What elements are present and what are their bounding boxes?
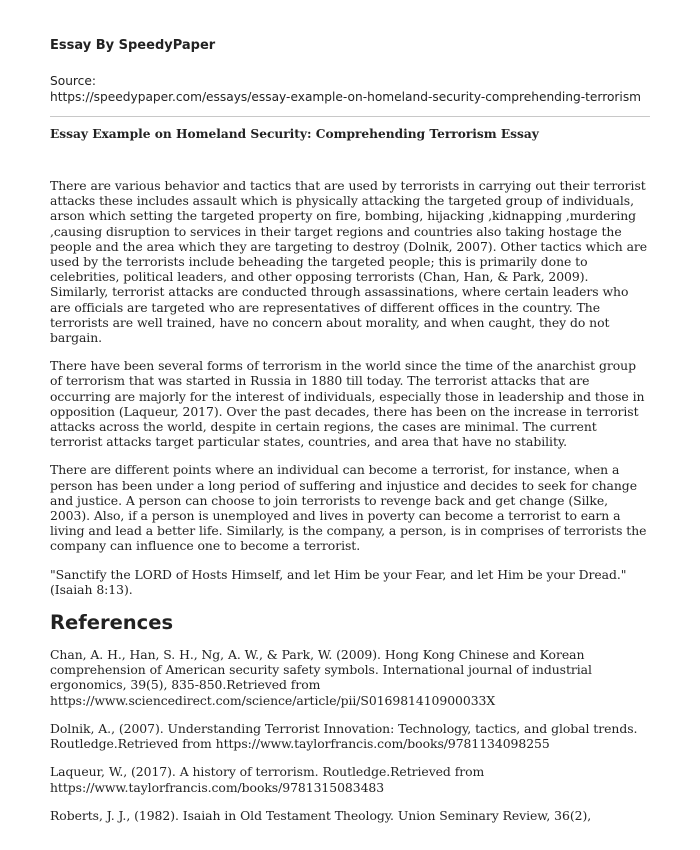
reference-item: Dolnik, A., (2007). Understanding Terrorist Innovation: Technology, tactics, and global trends. Routledge.Retrieved from https://www.taylorfrancis.com/books/9781134098255 [50, 720, 638, 752]
site-title: Essay By SpeedyPaper [50, 38, 216, 53]
quote-paragraph: "Sanctify the LORD of Hosts Himself, and let Him be your Fear, and let Him be your Dread."(Isaiah 8:13). [50, 566, 627, 597]
essay-title: Essay Example on Homeland Security: Comprehending Terrorism Essay [50, 127, 539, 141]
reference-item: Laqueur, W., (2017). A history of terrorism. Routledge.Retrieved from https://www.taylorfrancis.com/books/9781315083483 [50, 764, 485, 795]
header-divider [50, 116, 650, 117]
reference-item: Roberts, J. J., (1982). Isaiah in Old Testament Theology. Union Seminary Review, 36(2), [50, 807, 592, 823]
reference-item: Chan, A. H., Han, S. H., Ng, A. W., & Park, W. (2009). Hong Kong Chinese and Korean comprehension of American security safety symbols. International journal of industrial ergonomics, 39(5), 835-850.Retrieved from https://www.sciencedirect.com/science/article/pii/S016981410900033X [50, 647, 592, 708]
document-page [50, 38, 650, 836]
source-url[interactable]: https://speedypaper.com/essays/essay-example-on-homeland-security-comprehending-terrorism [50, 90, 642, 104]
essay-body [50, 178, 650, 597]
paragraph: There have been several forms of terrorism in the world since the time of the anarchist group of terrorism that was started in Russia in 1880 till today. The terrorist attacks that are occurring are majorly for the interest of individuals, especially those in leadership and those in opposition (Laqueur, 2017). Over the past decades, there has been on the increase in terrorist attacks across the world, despite in certain regions, the cases are minimal. The current terrorist attacks target particular states, countries, and area that have no stability. [50, 358, 645, 450]
paragraph: There are different points where an individual can become a terrorist, for instance, when a person has been under a long period of suffering and injustice and decides to seek for change and justice. A person can choose to join terrorists to revenge back and get change (Silke, 2003). Also, if a person is unemployed and lives in poverty can become a terrorist to earn a living and lead a better life. Similarly, is the company, a person, is in comprises of terrorists the company can influence one to become a terrorist. [50, 462, 647, 554]
references-list [50, 647, 650, 823]
paragraph: There are various behavior and tactics that are used by terrorists in carrying out their terrorist attacks these includes assault which is physically attacking the targeted group of individuals, arson which setting the targeted property on fire, bombing, hijacking ,kidnapping ,murdering ,causing disruption to services in their target regions and countries also taking hostage the people and the area which they are targeting to destroy (Dolnik, 2007). Other tactics which are used by the terrorists include beheading the targeted people; this is primarily done to celebrities, political leaders, and other opposing terrorists (Chan, Han, & Park, 2009). Similarly, terrorist attacks are conducted through assassinations, where certain leaders who are officials are targeted who are representatives of different offices in the country. The terrorists are well trained, have no concern about morality, and when caught, they do not bargain. [50, 178, 648, 346]
source-label: Source: [50, 74, 96, 88]
references-heading: References [50, 611, 174, 635]
